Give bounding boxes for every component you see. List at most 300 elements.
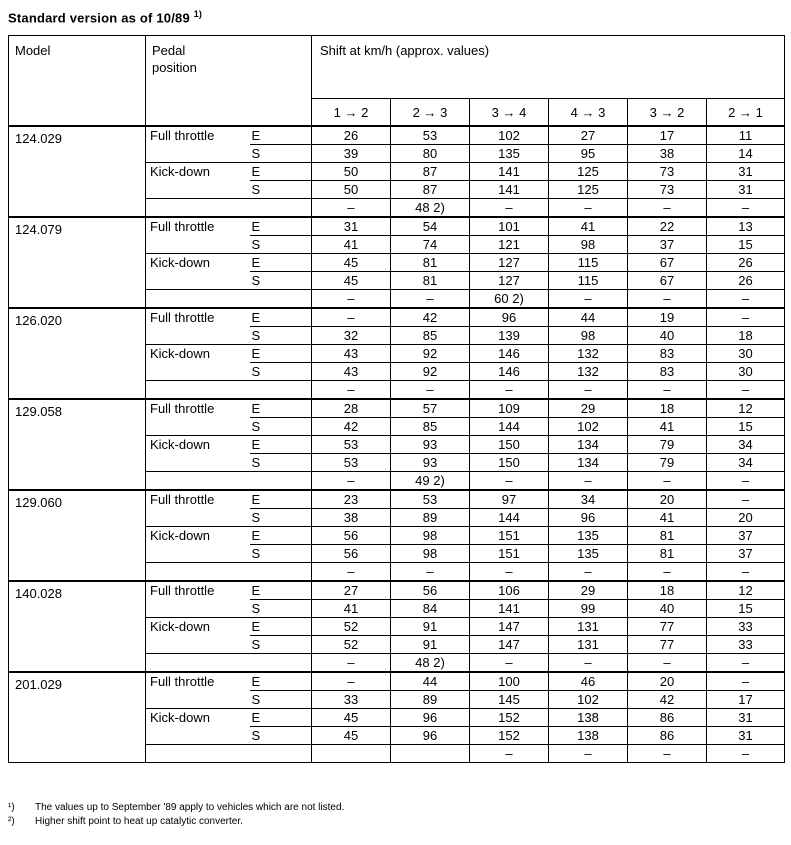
- value-cell: 12: [707, 581, 785, 600]
- value-cell: 26: [312, 126, 391, 145]
- value-cell: 89: [391, 509, 470, 527]
- value-cell: 45: [312, 272, 391, 290]
- value-cell: 17: [707, 691, 785, 709]
- value-cell: 22: [628, 217, 707, 236]
- value-cell: 106: [470, 581, 549, 600]
- value-cell: 134: [549, 436, 628, 454]
- value-cell: –: [707, 490, 785, 509]
- value-cell: –: [549, 563, 628, 582]
- pedal-cell: [146, 727, 250, 745]
- voltage-mode-cell: E: [250, 217, 312, 236]
- value-cell: 30: [707, 345, 785, 363]
- value-cell: 91: [391, 636, 470, 654]
- value-cell: –: [470, 745, 549, 763]
- value-cell: –: [628, 654, 707, 673]
- value-cell: 54: [391, 217, 470, 236]
- value-cell: 96: [391, 709, 470, 727]
- value-cell: 20: [628, 672, 707, 691]
- page-title: [8, 9, 202, 25]
- value-cell: –: [628, 563, 707, 582]
- pedal-cell: [146, 545, 250, 563]
- value-cell: 96: [470, 308, 549, 327]
- voltage-mode-cell: S: [250, 145, 312, 163]
- value-cell: –: [470, 472, 549, 491]
- voltage-mode-cell: E: [250, 345, 312, 363]
- value-cell: 17: [628, 126, 707, 145]
- table-body: [9, 126, 785, 763]
- value-cell: 152: [470, 709, 549, 727]
- value-cell: 37: [707, 545, 785, 563]
- value-cell: 26: [707, 254, 785, 272]
- value-cell: 53: [312, 454, 391, 472]
- value-cell: –: [312, 563, 391, 582]
- value-cell: –: [391, 290, 470, 309]
- model-cell: 129.058: [9, 399, 146, 490]
- value-cell: 42: [628, 691, 707, 709]
- value-cell: 52: [312, 618, 391, 636]
- voltage-mode-cell: E: [250, 254, 312, 272]
- value-cell: 18: [628, 399, 707, 418]
- value-cell: 127: [470, 254, 549, 272]
- value-cell: 93: [391, 454, 470, 472]
- header-model: Model: [9, 36, 146, 127]
- column-header: 3 → 2: [628, 99, 707, 127]
- value-cell: –: [312, 654, 391, 673]
- value-cell: 85: [391, 327, 470, 345]
- pedal-cell: [146, 636, 250, 654]
- value-cell: 86: [628, 727, 707, 745]
- value-cell: 96: [391, 727, 470, 745]
- pedal-cell: Kick-down: [146, 527, 250, 545]
- pedal-cell: [146, 236, 250, 254]
- voltage-mode-cell: S: [250, 636, 312, 654]
- voltage-mode-cell: S: [250, 418, 312, 436]
- value-cell: 81: [628, 545, 707, 563]
- value-cell: 31: [707, 727, 785, 745]
- value-cell: 37: [628, 236, 707, 254]
- value-cell: –: [549, 745, 628, 763]
- value-cell: 19: [628, 308, 707, 327]
- value-cell: 101: [470, 217, 549, 236]
- value-cell: 95: [549, 145, 628, 163]
- voltage-mode-cell: E: [250, 308, 312, 327]
- footnote-text: The values up to September '89 apply to vehicles which are not listed.: [35, 802, 345, 813]
- value-cell: –: [628, 381, 707, 400]
- value-cell: 40: [628, 600, 707, 618]
- value-cell: 57: [391, 399, 470, 418]
- value-cell: 26: [707, 272, 785, 290]
- value-cell: –: [470, 654, 549, 673]
- value-cell: 141: [470, 181, 549, 199]
- pedal-cell: Full throttle: [146, 490, 250, 509]
- voltage-mode-cell: S: [250, 363, 312, 381]
- value-cell: 135: [549, 527, 628, 545]
- value-cell: 98: [549, 236, 628, 254]
- table-row: [9, 126, 785, 145]
- header-pedal-text: Pedal position: [152, 43, 197, 75]
- value-cell: 81: [391, 254, 470, 272]
- value-cell: 131: [549, 636, 628, 654]
- value-cell: 56: [312, 545, 391, 563]
- column-header: 3 → 4: [470, 99, 549, 127]
- pedal-cell: Full throttle: [146, 217, 250, 236]
- value-cell: 132: [549, 345, 628, 363]
- value-cell: 15: [707, 600, 785, 618]
- value-cell: 125: [549, 163, 628, 181]
- value-cell: 40: [628, 327, 707, 345]
- value-cell: 41: [628, 418, 707, 436]
- title-text: Standard version as of 10/89: [8, 10, 190, 26]
- value-cell: –: [707, 290, 785, 309]
- value-cell: [312, 745, 391, 763]
- value-cell: 86: [628, 709, 707, 727]
- table-row: [9, 581, 785, 600]
- voltage-mode-cell: S: [250, 327, 312, 345]
- value-cell: 145: [470, 691, 549, 709]
- value-cell: 27: [549, 126, 628, 145]
- value-cell: 91: [391, 618, 470, 636]
- pedal-cell: Full throttle: [146, 672, 250, 691]
- voltage-mode-cell: S: [250, 727, 312, 745]
- footnote-1: [8, 801, 344, 815]
- value-cell: –: [312, 290, 391, 309]
- model-cell: 201.029: [9, 672, 146, 763]
- value-cell: 14: [707, 145, 785, 163]
- value-cell: 33: [312, 691, 391, 709]
- value-cell: 44: [391, 672, 470, 691]
- value-cell: 92: [391, 363, 470, 381]
- value-cell: 31: [707, 181, 785, 199]
- voltage-mode-cell: E: [250, 163, 312, 181]
- voltage-mode-cell: S: [250, 181, 312, 199]
- value-cell: 12: [707, 399, 785, 418]
- value-cell: 41: [628, 509, 707, 527]
- value-cell: –: [707, 654, 785, 673]
- value-cell: 45: [312, 727, 391, 745]
- value-cell: 152: [470, 727, 549, 745]
- value-cell: 73: [628, 163, 707, 181]
- table-row: [9, 399, 785, 418]
- pedal-cell: Kick-down: [146, 436, 250, 454]
- value-cell: 50: [312, 163, 391, 181]
- value-cell: –: [312, 672, 391, 691]
- value-cell: –: [391, 381, 470, 400]
- value-cell: 15: [707, 418, 785, 436]
- value-cell: 99: [549, 600, 628, 618]
- blank-cell: [146, 654, 312, 673]
- value-cell: 135: [549, 545, 628, 563]
- pedal-cell: Kick-down: [146, 345, 250, 363]
- value-cell: –: [628, 199, 707, 218]
- value-cell: 84: [391, 600, 470, 618]
- pedal-cell: Full throttle: [146, 581, 250, 600]
- voltage-mode-cell: E: [250, 126, 312, 145]
- value-cell: 31: [312, 217, 391, 236]
- value-cell: 134: [549, 454, 628, 472]
- value-cell: 74: [391, 236, 470, 254]
- shift-table: [8, 35, 785, 763]
- column-header: 2 → 1: [707, 99, 785, 127]
- value-cell: 38: [628, 145, 707, 163]
- pedal-cell: Full throttle: [146, 308, 250, 327]
- value-cell: 30: [707, 363, 785, 381]
- value-cell: 18: [707, 327, 785, 345]
- value-cell: 67: [628, 254, 707, 272]
- value-cell: 98: [391, 527, 470, 545]
- value-cell: 45: [312, 254, 391, 272]
- value-cell: 89: [391, 691, 470, 709]
- value-cell: 115: [549, 272, 628, 290]
- table-row: [9, 672, 785, 691]
- value-cell: 135: [470, 145, 549, 163]
- voltage-mode-cell: S: [250, 691, 312, 709]
- value-cell: –: [707, 308, 785, 327]
- value-cell: 83: [628, 345, 707, 363]
- value-cell: 98: [391, 545, 470, 563]
- value-cell: 79: [628, 436, 707, 454]
- value-cell: –: [628, 290, 707, 309]
- value-cell: 77: [628, 618, 707, 636]
- blank-cell: [146, 199, 312, 218]
- voltage-mode-cell: E: [250, 672, 312, 691]
- voltage-mode-cell: S: [250, 236, 312, 254]
- footnote-text: Higher shift point to heat up catalytic converter.: [35, 816, 243, 827]
- value-cell: –: [707, 745, 785, 763]
- value-cell: –: [707, 563, 785, 582]
- value-cell: –: [470, 563, 549, 582]
- value-cell: 81: [391, 272, 470, 290]
- pedal-cell: [146, 454, 250, 472]
- pedal-cell: Kick-down: [146, 618, 250, 636]
- value-cell: 28: [312, 399, 391, 418]
- blank-cell: [146, 381, 312, 400]
- value-cell: 46: [549, 672, 628, 691]
- pedal-cell: [146, 509, 250, 527]
- value-cell: –: [312, 199, 391, 218]
- blank-cell: [146, 290, 312, 309]
- value-cell: 121: [470, 236, 549, 254]
- value-cell: 27: [312, 581, 391, 600]
- value-cell: 60 2): [470, 290, 549, 309]
- pedal-cell: [146, 418, 250, 436]
- value-cell: 150: [470, 454, 549, 472]
- model-cell: 124.079: [9, 217, 146, 308]
- column-header: 4 → 3: [549, 99, 628, 127]
- value-cell: –: [391, 563, 470, 582]
- header-shift: Shift at km/h (approx. values): [312, 36, 785, 99]
- value-cell: 87: [391, 181, 470, 199]
- model-cell: 129.060: [9, 490, 146, 581]
- value-cell: 34: [707, 454, 785, 472]
- value-cell: 79: [628, 454, 707, 472]
- value-cell: 43: [312, 345, 391, 363]
- voltage-mode-cell: E: [250, 618, 312, 636]
- value-cell: 138: [549, 709, 628, 727]
- value-cell: –: [312, 308, 391, 327]
- value-cell: 144: [470, 418, 549, 436]
- value-cell: 38: [312, 509, 391, 527]
- value-cell: 48 2): [391, 654, 470, 673]
- value-cell: 11: [707, 126, 785, 145]
- value-cell: 138: [549, 727, 628, 745]
- pedal-cell: [146, 272, 250, 290]
- value-cell: 109: [470, 399, 549, 418]
- value-cell: –: [470, 381, 549, 400]
- voltage-mode-cell: E: [250, 527, 312, 545]
- value-cell: 127: [470, 272, 549, 290]
- value-cell: 80: [391, 145, 470, 163]
- value-cell: 33: [707, 618, 785, 636]
- voltage-mode-cell: S: [250, 545, 312, 563]
- pedal-cell: [146, 145, 250, 163]
- table-row: [9, 217, 785, 236]
- value-cell: 42: [312, 418, 391, 436]
- footnote-2: [8, 815, 344, 829]
- pedal-cell: Full throttle: [146, 399, 250, 418]
- voltage-mode-cell: E: [250, 399, 312, 418]
- value-cell: 31: [707, 163, 785, 181]
- value-cell: –: [549, 199, 628, 218]
- column-header: 1 → 2: [312, 99, 391, 127]
- value-cell: 53: [391, 126, 470, 145]
- value-cell: 20: [707, 509, 785, 527]
- pedal-cell: [146, 327, 250, 345]
- voltage-mode-cell: E: [250, 436, 312, 454]
- value-cell: 141: [470, 600, 549, 618]
- value-cell: –: [628, 745, 707, 763]
- value-cell: 67: [628, 272, 707, 290]
- table-row: [9, 490, 785, 509]
- value-cell: 150: [470, 436, 549, 454]
- value-cell: 49 2): [391, 472, 470, 491]
- pedal-cell: Kick-down: [146, 254, 250, 272]
- value-cell: 37: [707, 527, 785, 545]
- value-cell: –: [549, 654, 628, 673]
- pedal-cell: Kick-down: [146, 709, 250, 727]
- value-cell: –: [312, 472, 391, 491]
- value-cell: 41: [312, 236, 391, 254]
- value-cell: –: [549, 472, 628, 491]
- value-cell: [391, 745, 470, 763]
- value-cell: 100: [470, 672, 549, 691]
- value-cell: 31: [707, 709, 785, 727]
- value-cell: 141: [470, 163, 549, 181]
- header-pedal: [146, 36, 312, 127]
- value-cell: 34: [549, 490, 628, 509]
- voltage-mode-cell: E: [250, 490, 312, 509]
- value-cell: 85: [391, 418, 470, 436]
- value-cell: 53: [391, 490, 470, 509]
- value-cell: –: [549, 381, 628, 400]
- value-cell: –: [707, 381, 785, 400]
- value-cell: 41: [312, 600, 391, 618]
- value-cell: 53: [312, 436, 391, 454]
- value-cell: –: [628, 472, 707, 491]
- value-cell: 56: [391, 581, 470, 600]
- value-cell: 102: [549, 691, 628, 709]
- value-cell: 151: [470, 545, 549, 563]
- value-cell: –: [470, 199, 549, 218]
- value-cell: –: [707, 199, 785, 218]
- value-cell: 125: [549, 181, 628, 199]
- value-cell: 29: [549, 399, 628, 418]
- value-cell: 39: [312, 145, 391, 163]
- value-cell: 20: [628, 490, 707, 509]
- voltage-mode-cell: S: [250, 509, 312, 527]
- value-cell: 73: [628, 181, 707, 199]
- value-cell: 23: [312, 490, 391, 509]
- value-cell: 147: [470, 618, 549, 636]
- voltage-mode-cell: S: [250, 600, 312, 618]
- value-cell: 32: [312, 327, 391, 345]
- value-cell: 102: [549, 418, 628, 436]
- value-cell: 93: [391, 436, 470, 454]
- value-cell: 77: [628, 636, 707, 654]
- value-cell: 18: [628, 581, 707, 600]
- model-cell: 126.020: [9, 308, 146, 399]
- pedal-cell: [146, 691, 250, 709]
- value-cell: 83: [628, 363, 707, 381]
- voltage-mode-cell: S: [250, 272, 312, 290]
- value-cell: –: [549, 290, 628, 309]
- value-cell: 29: [549, 581, 628, 600]
- value-cell: 98: [549, 327, 628, 345]
- value-cell: –: [707, 672, 785, 691]
- blank-cell: [146, 563, 312, 582]
- value-cell: –: [707, 472, 785, 491]
- footnotes: [8, 801, 344, 829]
- value-cell: 151: [470, 527, 549, 545]
- value-cell: 81: [628, 527, 707, 545]
- pedal-cell: [146, 181, 250, 199]
- value-cell: 45: [312, 709, 391, 727]
- pedal-cell: Kick-down: [146, 163, 250, 181]
- value-cell: 43: [312, 363, 391, 381]
- value-cell: 96: [549, 509, 628, 527]
- value-cell: 146: [470, 345, 549, 363]
- blank-cell: [146, 745, 312, 763]
- model-cell: 140.028: [9, 581, 146, 672]
- value-cell: 102: [470, 126, 549, 145]
- model-cell: 124.029: [9, 126, 146, 217]
- blank-cell: [146, 472, 312, 491]
- value-cell: 131: [549, 618, 628, 636]
- value-cell: 33: [707, 636, 785, 654]
- table-row: [9, 308, 785, 327]
- value-cell: 48 2): [391, 199, 470, 218]
- value-cell: 50: [312, 181, 391, 199]
- pedal-cell: [146, 600, 250, 618]
- value-cell: 139: [470, 327, 549, 345]
- value-cell: 15: [707, 236, 785, 254]
- value-cell: 44: [549, 308, 628, 327]
- footnote-mark: ²): [8, 816, 15, 827]
- value-cell: 41: [549, 217, 628, 236]
- pedal-cell: Full throttle: [146, 126, 250, 145]
- title-footnote-ref: 1): [193, 9, 203, 19]
- value-cell: 92: [391, 345, 470, 363]
- value-cell: 132: [549, 363, 628, 381]
- pedal-cell: [146, 363, 250, 381]
- value-cell: –: [312, 381, 391, 400]
- value-cell: 56: [312, 527, 391, 545]
- footnote-mark: ¹): [8, 802, 15, 813]
- value-cell: 147: [470, 636, 549, 654]
- value-cell: 144: [470, 509, 549, 527]
- value-cell: 146: [470, 363, 549, 381]
- voltage-mode-cell: S: [250, 454, 312, 472]
- voltage-mode-cell: E: [250, 581, 312, 600]
